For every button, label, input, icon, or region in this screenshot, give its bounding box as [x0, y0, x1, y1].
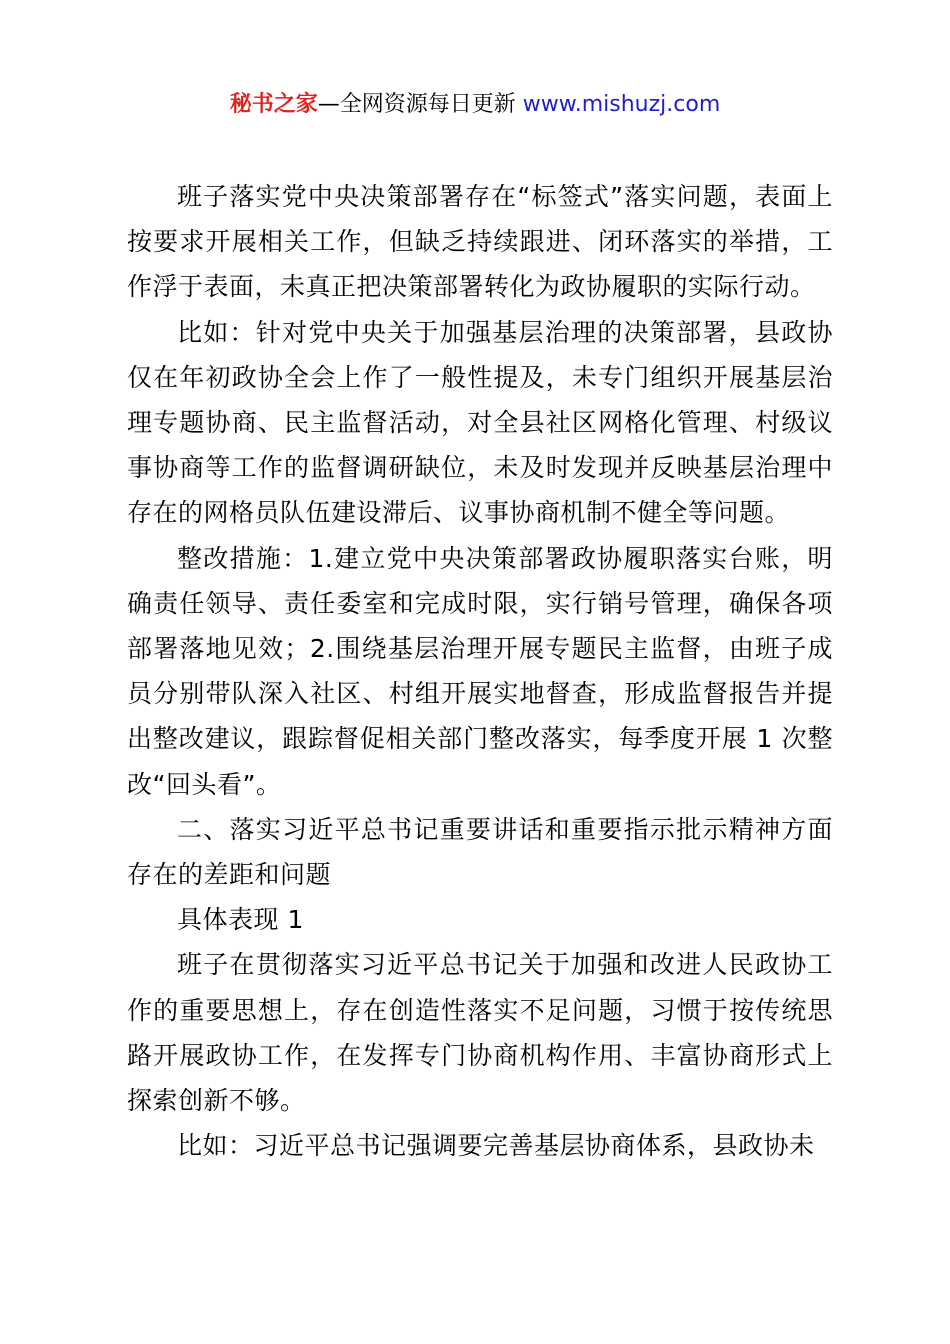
site-brand: 秘书之家 [229, 92, 318, 117]
site-tagline: —全网资源每日更新 [317, 92, 523, 117]
section-heading: 二、落实习近平总书记重要讲话和重要指示批示精神方面存在的差距和问题 [127, 814, 833, 890]
subheading: 具体表现 1 [177, 905, 304, 935]
document-body [127, 174, 833, 1168]
paragraph: 班子落实党中央决策部署存在“标签式”落实问题，表面上按要求开展相关工作，但缺乏持续跟进、闭环落实的举措，工作浮于表面，未真正把决策部署转化为政协履职的实际行动。 [127, 182, 833, 302]
paragraph: 比如：针对党中央关于加强基层治理的决策部署，县政协仅在年初政协全会上作了一般性提及，未专门组织开展基层治理专题协商、民主监督活动，对全县社区网格化管理、村级议事协商等工作的监督调研缺位，未及时发现并反映基层治理中存在的网格员队伍建设滞后、议事协商机制不健全等问题。 [127, 317, 833, 528]
paragraph: 班子在贯彻落实习近平总书记关于加强和改进人民政协工作的重要思想上，存在创造性落实不足问题，习惯于按传统思路开展政协工作，在发挥专门协商机构作用、丰富协商形式上探索创新不够。 [127, 950, 833, 1116]
site-url[interactable]: www.mishuzj.com [522, 92, 721, 117]
site-header [0, 88, 950, 122]
paragraph: 整改措施：1.建立党中央决策部署政协履职落实台账，明确责任领导、责任委室和完成时限，实行销号管理，确保各项部署落地见效；2.围绕基层治理开展专题民主监督，由班子成员分别带队深入社区、村组开展实地督查，形成监督报告并提出整改建议，跟踪督促相关部门整改落实，每季度开展 1 次整改“回头看”。 [127, 543, 833, 799]
paragraph: 比如：习近平总书记强调要完善基层协商体系，县政协未 [177, 1131, 815, 1161]
